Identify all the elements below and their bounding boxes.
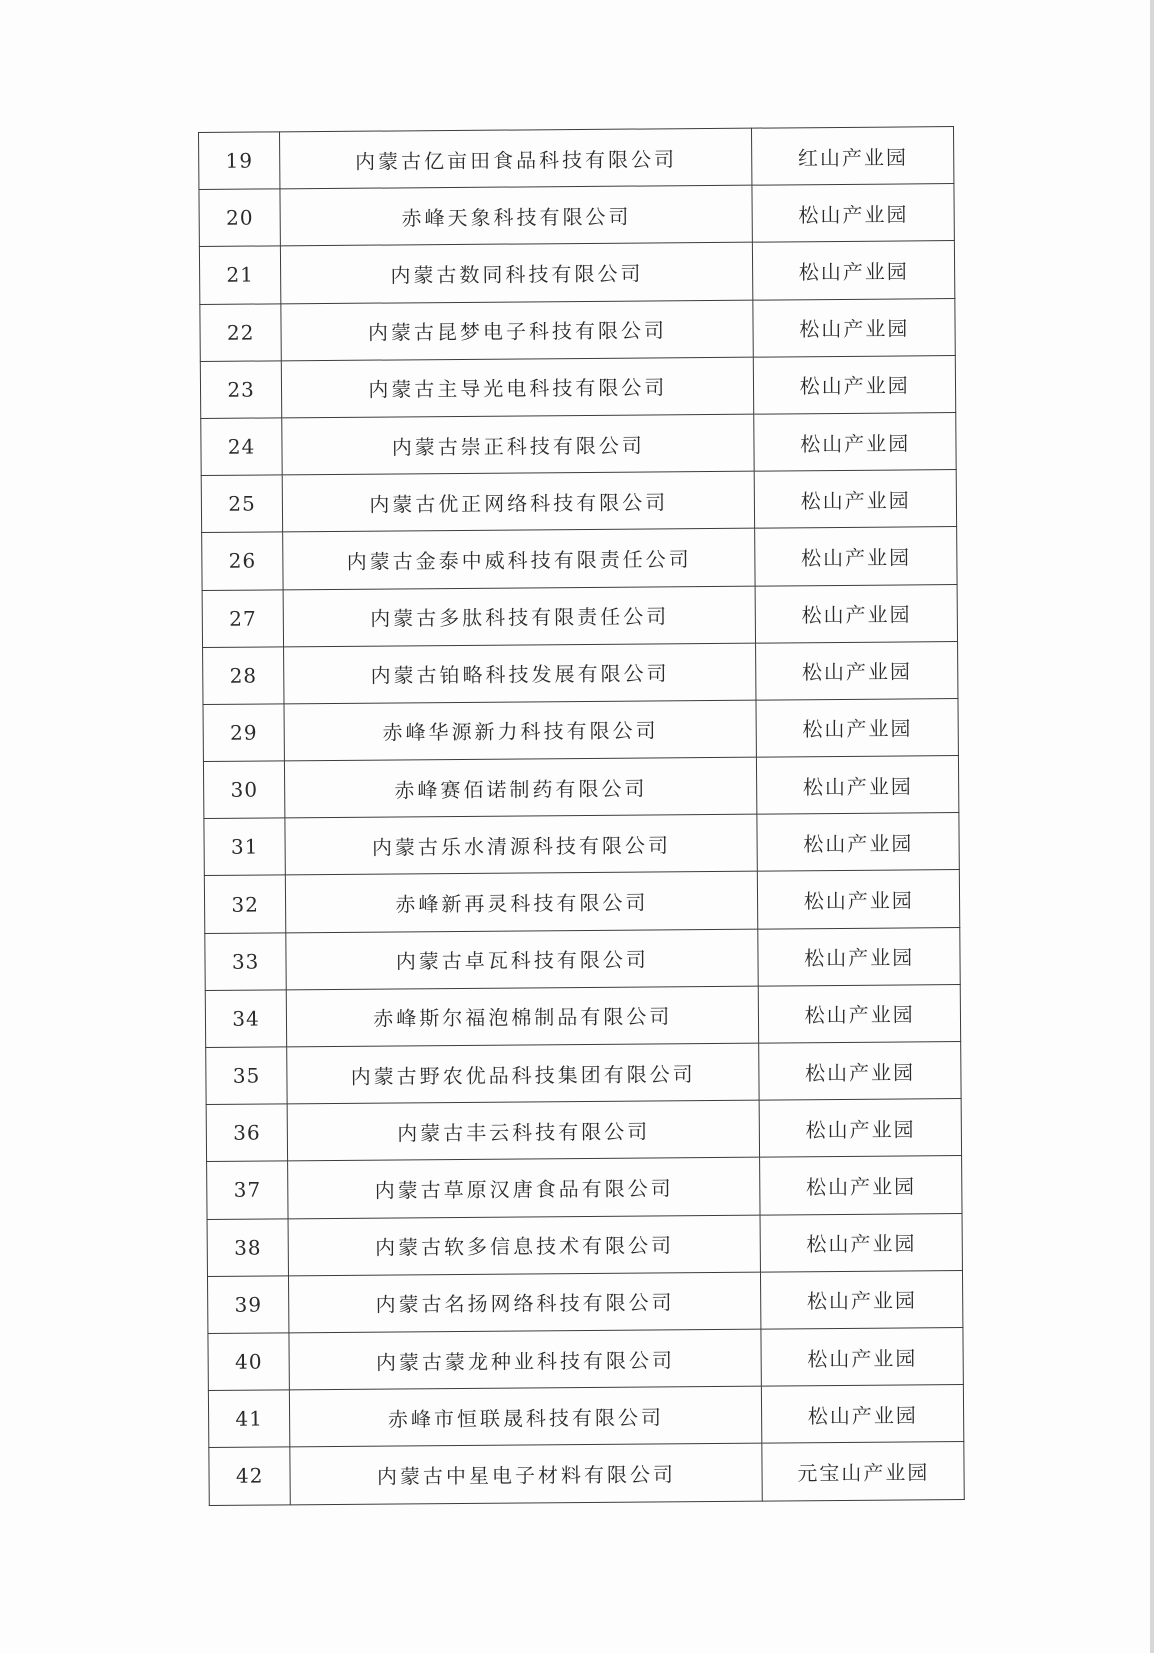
company-name: 内蒙古中星电子材料有限公司: [290, 1443, 763, 1504]
industrial-park: 松山产业园: [762, 1385, 964, 1444]
industrial-park: 松山产业园: [755, 470, 957, 529]
company-name: 赤峰新再灵科技有限公司: [286, 872, 759, 933]
table-row: [204, 870, 959, 933]
row-number: 42: [209, 1447, 291, 1505]
industrial-park: 松山产业园: [757, 756, 959, 815]
row-number: 19: [199, 132, 281, 190]
company-name: 内蒙古崇正科技有限公司: [282, 414, 755, 475]
company-name: 内蒙古多肽科技有限责任公司: [283, 586, 756, 647]
table-row: [199, 184, 954, 247]
company-name: 赤峰赛佰诺制药有限公司: [285, 757, 758, 818]
company-name: 内蒙古亿亩田食品科技有限公司: [280, 128, 753, 189]
row-number: 33: [205, 932, 287, 990]
industrial-park: 松山产业园: [752, 184, 954, 243]
company-table: [198, 126, 965, 1505]
company-name: 内蒙古草原汉唐食品有限公司: [288, 1157, 761, 1218]
table-row: [207, 1213, 962, 1276]
company-name: 赤峰市恒联晟科技有限公司: [290, 1386, 763, 1447]
row-number: 24: [201, 418, 283, 476]
row-number: 30: [203, 761, 285, 819]
table-body: [199, 127, 965, 1505]
company-name: 内蒙古卓瓦科技有限公司: [286, 929, 759, 990]
industrial-park: 松山产业园: [756, 584, 958, 643]
table-row: [199, 241, 954, 304]
industrial-park: 松山产业园: [759, 984, 961, 1043]
table-row: [199, 127, 954, 190]
industrial-park: 松山产业园: [756, 641, 958, 700]
industrial-park: 松山产业园: [758, 870, 960, 929]
industrial-park: 松山产业园: [753, 241, 955, 300]
table-row: [202, 584, 957, 647]
industrial-park: 松山产业园: [754, 412, 956, 471]
table-row: [208, 1385, 963, 1448]
row-number: 29: [203, 704, 285, 762]
table-row: [205, 984, 960, 1047]
row-number: 36: [206, 1104, 288, 1162]
table-row: [203, 698, 958, 761]
table-row: [205, 927, 960, 990]
industrial-park: 松山产业园: [753, 298, 955, 357]
table-row: [208, 1327, 963, 1390]
row-number: 40: [208, 1333, 290, 1391]
company-name: 内蒙古优正网络科技有限公司: [282, 471, 755, 532]
table-row: [200, 298, 955, 361]
table-row: [203, 756, 958, 819]
company-name: 内蒙古金泰中威科技有限责任公司: [283, 528, 756, 589]
company-name: 内蒙古昆梦电子科技有限公司: [281, 300, 754, 361]
industrial-park: 松山产业园: [761, 1327, 963, 1386]
row-number: 39: [207, 1276, 289, 1334]
row-number: 21: [199, 246, 281, 304]
table-row: [203, 641, 958, 704]
industrial-park: 红山产业园: [752, 127, 954, 186]
row-number: 35: [206, 1047, 288, 1105]
table-row: [200, 355, 955, 418]
company-name: 内蒙古数同科技有限公司: [281, 243, 754, 304]
company-name: 赤峰斯尔福泡棉制品有限公司: [286, 986, 759, 1047]
industrial-park: 松山产业园: [761, 1270, 963, 1329]
company-name: 内蒙古蒙龙种业科技有限公司: [289, 1329, 762, 1390]
row-number: 25: [201, 475, 283, 533]
row-number: 23: [200, 361, 282, 419]
industrial-park: 松山产业园: [756, 698, 958, 757]
row-number: 26: [202, 532, 284, 590]
table-row: [202, 527, 957, 590]
row-number: 31: [204, 818, 286, 876]
table-row: [209, 1442, 964, 1505]
table-row: [207, 1270, 962, 1333]
company-name: 赤峰天象科技有限公司: [280, 185, 753, 246]
industrial-park: 松山产业园: [754, 355, 956, 414]
table-row: [206, 1042, 961, 1105]
company-name: 内蒙古乐水清源科技有限公司: [285, 814, 758, 875]
industrial-park: 松山产业园: [760, 1099, 962, 1158]
company-name: 内蒙古野农优品科技集团有限公司: [287, 1043, 760, 1104]
page-edge: [1150, 0, 1154, 1653]
row-number: 22: [200, 303, 282, 361]
industrial-park: 松山产业园: [758, 927, 960, 986]
row-number: 41: [208, 1390, 290, 1448]
company-name: 内蒙古软多信息技术有限公司: [288, 1215, 761, 1276]
row-number: 20: [199, 189, 281, 247]
table-row: [204, 813, 959, 876]
row-number: 27: [202, 589, 284, 647]
industrial-park: 松山产业园: [755, 527, 957, 586]
row-number: 38: [207, 1218, 289, 1276]
row-number: 28: [203, 647, 285, 705]
table-row: [206, 1099, 961, 1162]
industrial-park: 松山产业园: [760, 1156, 962, 1215]
company-name: 内蒙古名扬网络科技有限公司: [289, 1272, 762, 1333]
industrial-park: 松山产业园: [759, 1042, 961, 1101]
table-row: [201, 412, 956, 475]
industrial-park: 松山产业园: [757, 813, 959, 872]
company-name: 内蒙古丰云科技有限公司: [287, 1100, 760, 1161]
row-number: 37: [207, 1161, 289, 1219]
table-row: [207, 1156, 962, 1219]
industrial-park: 元宝山产业园: [762, 1442, 964, 1501]
company-name: 内蒙古主导光电科技有限公司: [282, 357, 755, 418]
company-name: 内蒙古铂略科技发展有限公司: [284, 643, 757, 704]
industrial-park: 松山产业园: [760, 1213, 962, 1272]
row-number: 34: [205, 990, 287, 1048]
company-name: 赤峰华源新力科技有限公司: [284, 700, 757, 761]
table-row: [201, 470, 956, 533]
row-number: 32: [204, 875, 286, 933]
